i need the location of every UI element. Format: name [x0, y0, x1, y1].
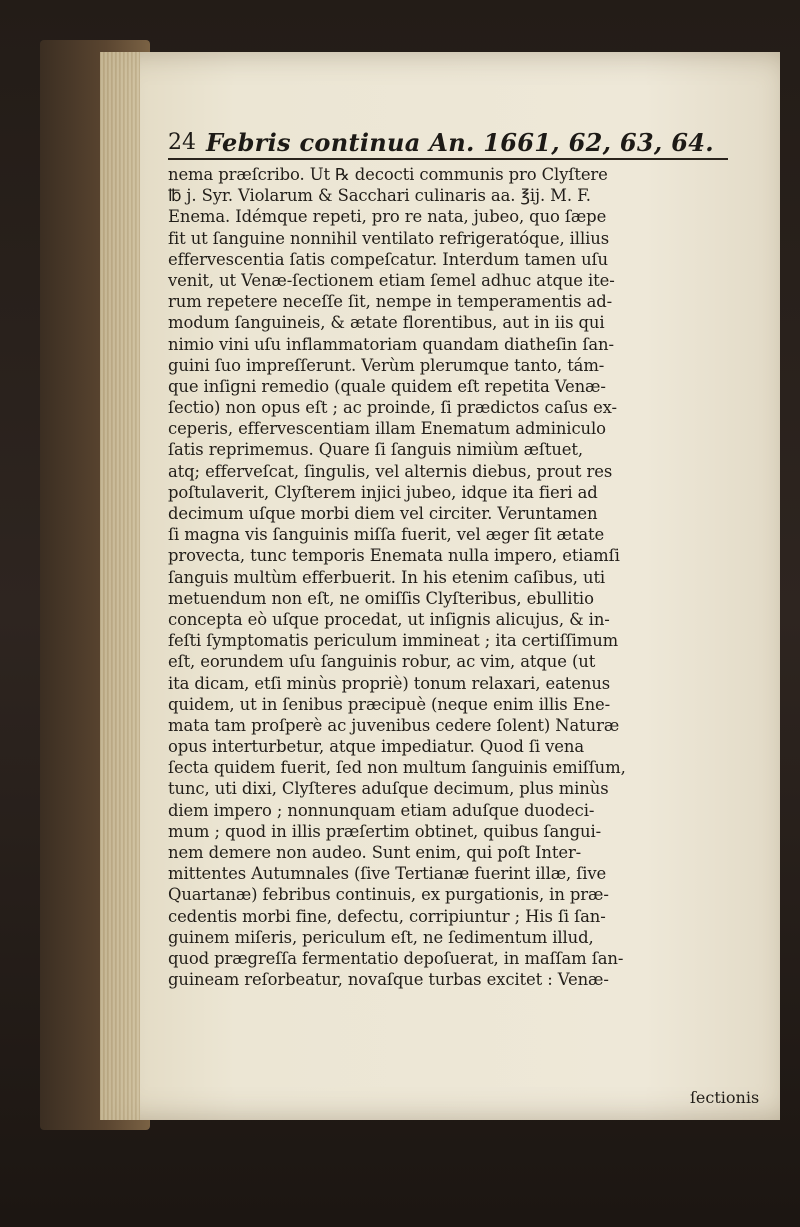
running-title: Febris continua An. 1661, 62, 63, 64. — [206, 128, 714, 157]
text-line: venit, ut Venæ-ſectionem etiam ſemel adhuc atque ite- — [168, 270, 615, 290]
text-line: guini ſuo impreſſerunt. Verùm plerumque tanto, tám- — [168, 355, 605, 375]
text-line: poſtulaverit, Clyſterem injici jubeo, idque ita fieri ad — [168, 482, 598, 502]
text-line: feſti ſymptomatis periculum immineat ; ita certiſſimum — [168, 631, 619, 651]
text-line: quod prægreſſa fermentatio depoſuerat, in maſſam ſan- — [168, 948, 624, 968]
text-line: diem impero ; nonnunquam etiam aduſque duodeci- — [168, 800, 595, 820]
text-line: rum repetere neceſſe ſit, nempe in temperamentis ad- — [168, 292, 613, 312]
text-line: ſatis reprimemus. Quare ſi ſanguis nimiùm æſtuet, — [168, 440, 584, 460]
text-line: opus interturbetur, atque impediatur. Quod ſi vena — [168, 737, 584, 757]
text-line: decimum uſque morbi diem vel circiter. Veruntamen — [168, 504, 598, 523]
text-line: nem demere non audeo. Sunt enim, qui poſt Inter- — [168, 843, 582, 862]
header-rule — [168, 158, 728, 160]
text-line: ℔ j. Syr. Violarum & Sacchari culinaris aa. ℥ij. M. F. — [168, 186, 591, 206]
text-line: tunc, uti dixi, Clyſteres aduſque decimum, plus minùs — [168, 779, 609, 799]
text-line: ſi magna vis ſanguinis miſſa fuerit, vel æger ſit ætate — [168, 525, 605, 545]
text-line: metuendum non eſt, ne omiſſis Clyſteribus, ebullitio — [168, 588, 594, 608]
text-line: nimio vini uſu inflammatoriam quandam diatheſin ſan- — [168, 334, 614, 354]
text-line: ſanguis multùm efferbuerit. In his etenim caſibus, uti — [168, 567, 606, 587]
text-line: atq; efferveſcat, ſingulis, vel alternis diebus, prout res — [168, 461, 613, 481]
text-line: fit ut ſanguine nonnihil ventilato refrigeratóque, illius — [168, 228, 610, 248]
text-line: modum ſanguineis, & ætate florentibus, aut in iis qui — [168, 313, 605, 333]
text-line: mata tam proſperè ac juvenibus cedere ſolent) Naturæ — [168, 715, 620, 735]
text-line: que inſigni remedio (quale quidem eſt repetita Venæ- — [168, 376, 606, 396]
body-text — [168, 164, 768, 990]
page-gutter — [100, 52, 140, 1120]
text-line: Quartanæ) febribus continuis, ex purgationis, in præ- — [168, 885, 609, 905]
text-line: ſectio) non opus eſt ; ac proinde, ſi prædictos caſus ex- — [168, 398, 617, 418]
text-line: cedentis morbi fine, defectu, corripiuntur ; His ſi ſan- — [168, 906, 606, 926]
page-header — [168, 126, 768, 160]
text-line: nema præſcribo. Ut ℞ decocti communis pro Clyſtere — [168, 165, 608, 184]
text-line: Enema. Idémque repeti, pro re nata, jubeo, quo ſæpe — [168, 207, 607, 227]
text-line: provecta, tunc temporis Enemata nulla impero, etiamſi — [168, 546, 620, 566]
text-line: effervescentia ſatis compeſcatur. Interdum tamen uſu — [168, 249, 608, 269]
text-line: ita dicam, etſi minùs propriè) tonum relaxari, eatenus — [168, 673, 611, 693]
text-line: mittentes Autumnales (ſive Tertianæ fuerint illæ, ſive — [168, 864, 607, 884]
text-line: eſt, eorundem uſu ſanguinis robur, ac vim, atque (ut — [168, 652, 596, 672]
text-line: quidem, ut in ſenibus præcipuè (neque enim illis Ene- — [168, 694, 611, 714]
text-line: guinem miſeris, periculum eſt, ne ſedimentum illud, — [168, 927, 594, 947]
text-line: mum ; quod in illis præſertim obtinet, quibus ſangui- — [168, 821, 602, 841]
text-line: concepta eò uſque procedat, ut inſignis alicujus, & in- — [168, 609, 610, 629]
text-line: guineam reſorbeatur, novaſque turbas excitet : Venæ- — [168, 970, 609, 990]
page-number: 24 — [168, 130, 196, 155]
text-line: ceperis, effervescentiam illam Enematum adminiculo — [168, 419, 606, 439]
text-line: ſecta quidem fuerit, ſed non multum ſanguinis emiſſum, — [168, 758, 626, 778]
catchword: ſectionis — [690, 1088, 760, 1107]
